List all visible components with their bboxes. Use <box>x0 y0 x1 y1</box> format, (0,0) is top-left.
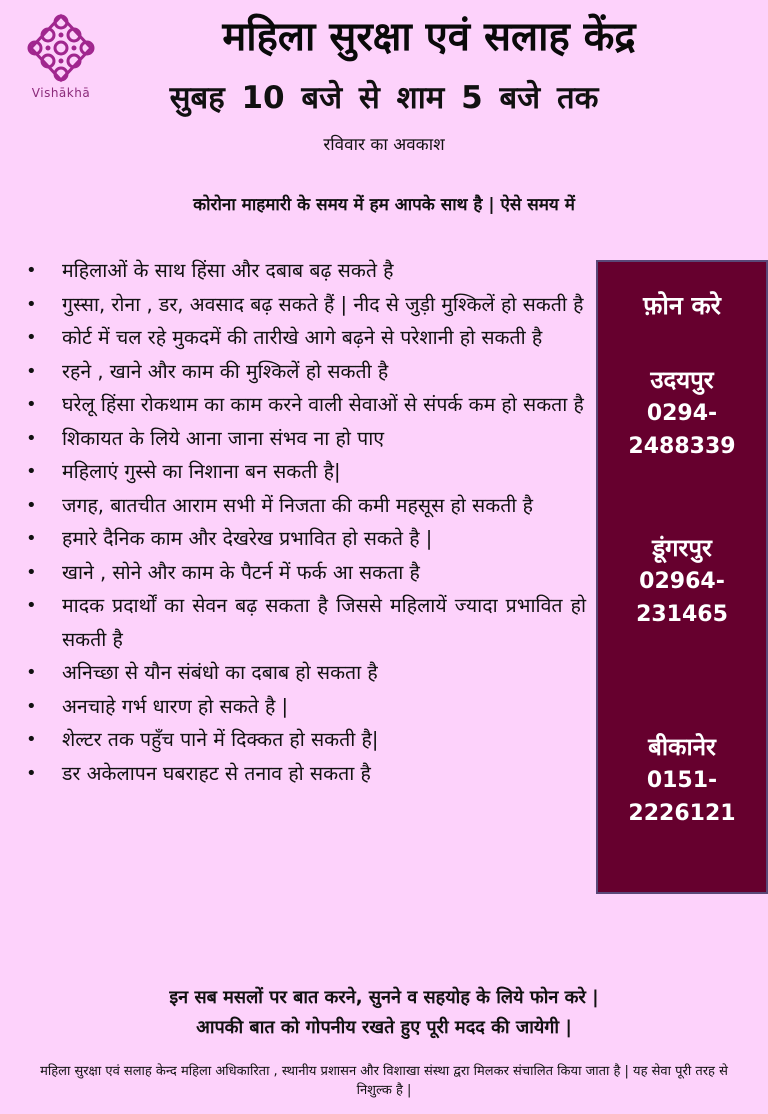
list-item: • अनिच्छा से यौन संबंधो का दबाब हो सकता है <box>24 656 586 690</box>
call-heading: फ़ोन करे <box>643 291 721 320</box>
cta-line-2: आपकी बात को गोपनीय रखते हुए पूरी मदद की जायेगी | <box>196 1017 572 1038</box>
list-item: • महिलाएं गुस्से का निशाना बन सकती है| <box>24 455 586 489</box>
footer-note: महिला सुरक्षा एवं सलाह केन्द महिला अधिकारिता , स्थानीय प्रशासन और विशाखा संस्था द्वरा मिलकर संचालित किया जाता है | यह सेवा पूरी तरह से निशुल्क है | <box>40 1064 728 1098</box>
logo-text: Vishākhā <box>31 86 91 100</box>
holiday-note: रविवार का अवकाश <box>323 135 445 155</box>
contact-bikaner <box>598 731 766 830</box>
list-item: • शेल्टर तक पहुँच पाने में दिक्कत हो सकती है| <box>24 723 586 757</box>
list-item: • कोर्ट में चल रहे मुकदमें की तारीखे आगे बढ़ने से परेशानी हो सकती है <box>24 321 586 355</box>
list-item: • हमारे दैनिक काम और देखरेख प्रभावित हो सकते है | <box>24 522 586 556</box>
knot-pattern-icon <box>25 12 97 84</box>
list-item: • मादक प्रदार्थों का सेवन बढ़ सकता है जिससे महिलायें ज्यादा प्रभावित हो सकती है <box>24 589 586 656</box>
contact-dungarpur <box>598 532 766 631</box>
page-title: महिला सुरक्षा एवं सलाह केंद्र <box>222 14 636 60</box>
list-item: • घरेलू हिंसा रोकथाम का काम करने वाली सेवाओं से संपर्क कम हो सकता है <box>24 388 586 422</box>
list-item: • जगह, बातचीत आराम सभी में निजता की कमी महसूस हो सकती है <box>24 489 586 523</box>
city-name: उदयपुर <box>650 366 714 394</box>
list-item: • गुस्सा, रोना , डर, अवसाद बढ़ सकते हैं | नीद से जुड़ी मुश्किलें हो सकती है <box>24 288 586 322</box>
working-hours: सुबह 10 बजे से शाम 5 बजे तक <box>169 80 599 116</box>
cta-line-1: इन सब मसलों पर बात करने, सुनने व सहयोह के लिये फोन करे | <box>169 987 599 1008</box>
city-name: डूंगरपुर <box>652 534 712 562</box>
vishakha-logo <box>20 12 102 104</box>
intro-text: कोरोना माहमारी के समय में हम आपके साथ है | ऐसे समय में <box>193 195 575 215</box>
phone-number-part1[interactable]: 02964- <box>639 569 725 594</box>
phone-number-part2[interactable]: 2488339 <box>628 434 736 459</box>
list-item: • रहने , खाने और काम की मुश्किलें हो सकती है <box>24 355 586 389</box>
call-to-action <box>10 983 758 1043</box>
list-item: • डर अकेलापन घबराहट से तनाव हो सकता है <box>24 757 586 791</box>
phone-number-part1[interactable]: 0294- <box>646 401 718 426</box>
contact-box <box>596 260 768 894</box>
phone-number-part1[interactable]: 0151- <box>646 768 718 793</box>
list-item: • महिलाओं के साथ हिंसा और दबाब बढ़ सकते है <box>24 254 586 288</box>
contact-udaipur <box>598 364 766 463</box>
phone-number-part2[interactable]: 231465 <box>636 602 728 627</box>
list-item: • खाने , सोने और काम के पैटर्न में फर्क आ सकता है <box>24 556 586 590</box>
list-item: • शिकायत के लिये आना जाना संभव ना हो पाए <box>24 422 586 456</box>
city-name: बीकानेर <box>648 733 716 761</box>
issue-list <box>24 254 586 790</box>
phone-number-part2[interactable]: 2226121 <box>628 801 736 826</box>
list-item: • अनचाहे गर्भ धारण हो सकते है | <box>24 690 586 724</box>
